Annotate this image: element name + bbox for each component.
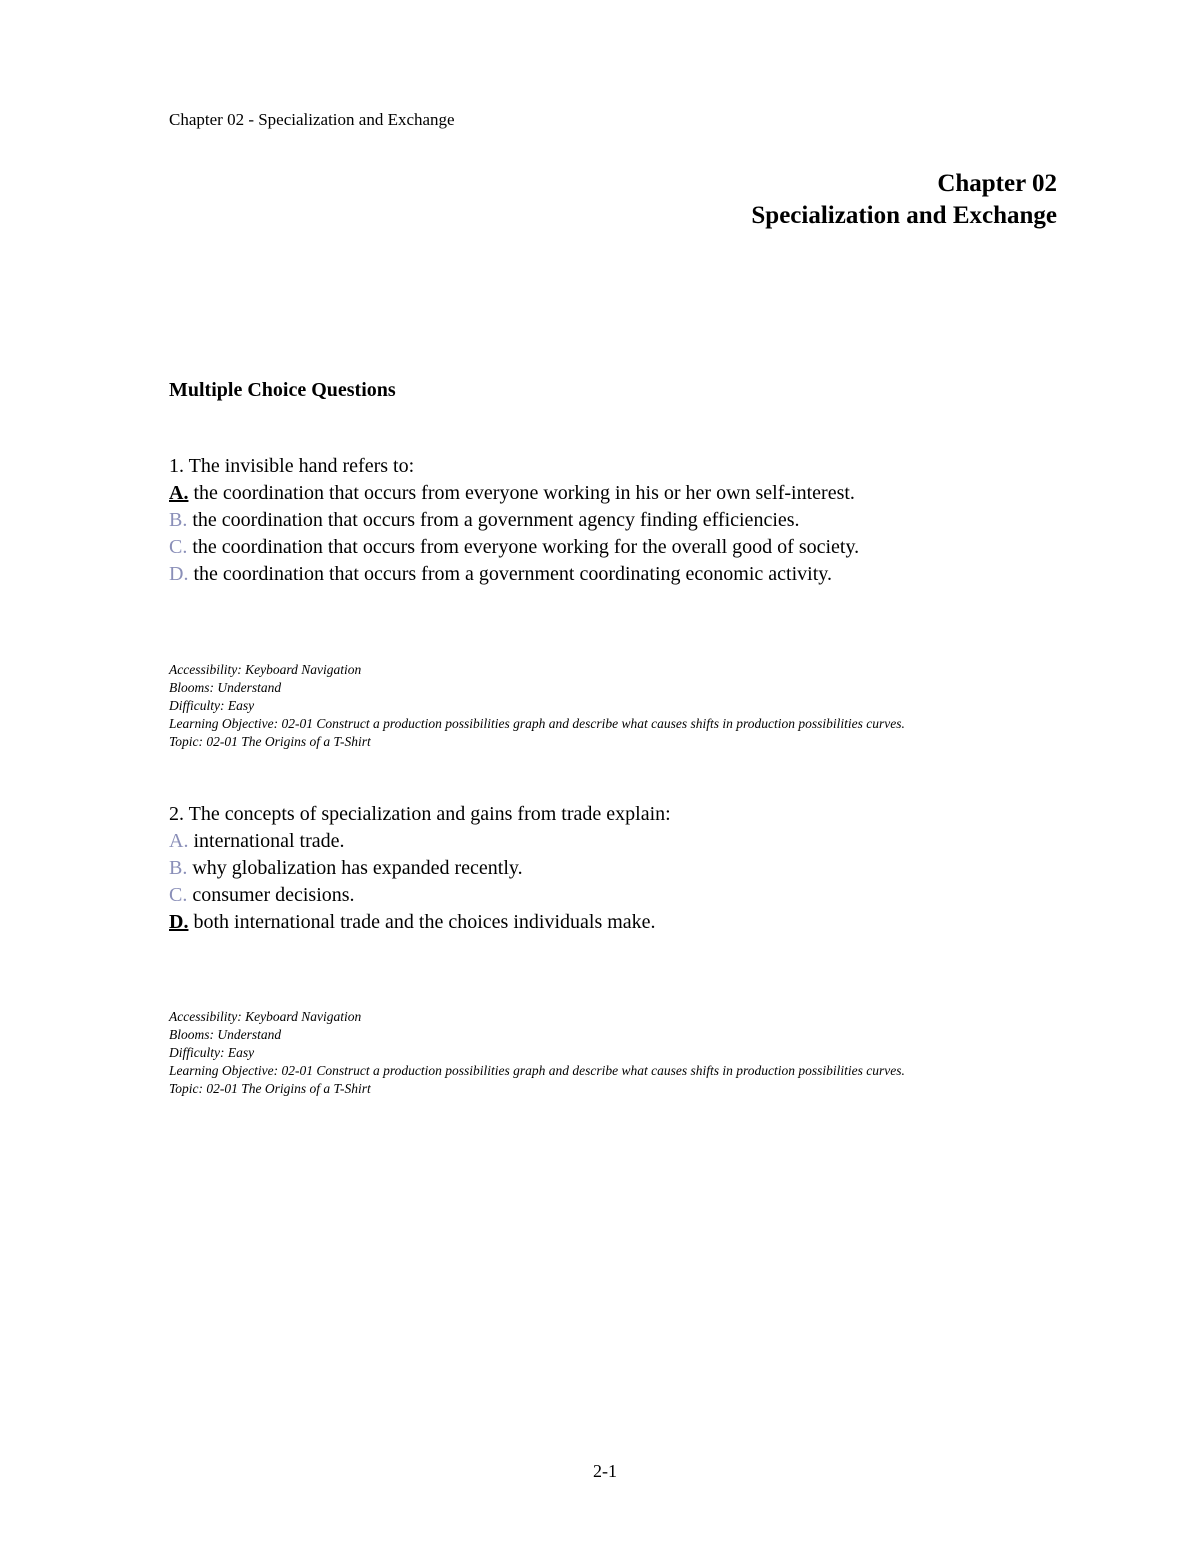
meta-accessibility: Accessibility: Keyboard Navigation — [169, 662, 362, 677]
choice-text: consumer decisions. — [187, 884, 355, 906]
question-1 — [169, 453, 859, 588]
choice-letter-correct: A. — [169, 482, 189, 504]
choice-b — [169, 507, 859, 534]
choice-d — [169, 909, 671, 936]
meta-difficulty: Difficulty: Easy — [169, 1045, 255, 1060]
choice-letter-correct: D. — [169, 911, 189, 933]
chapter-number: Chapter 02 — [937, 170, 1057, 197]
running-header: Chapter 02 - Specialization and Exchange — [169, 110, 455, 129]
question-stem: 1. The invisible hand refers to: — [169, 455, 415, 477]
choice-text: both international trade and the choices individuals make. — [188, 911, 656, 933]
meta-accessibility: Accessibility: Keyboard Navigation — [169, 1009, 362, 1024]
meta-learning-objective: Learning Objective: 02-01 Construct a production possibilities graph and describe what causes shifts in production possibilities curves. — [169, 716, 905, 731]
question-2-metadata — [169, 1008, 905, 1098]
meta-blooms: Blooms: Understand — [169, 1027, 282, 1042]
choice-letter: C. — [169, 884, 188, 906]
choice-d — [169, 561, 859, 588]
choice-text: the coordination that occurs from a government coordinating economic activity. — [188, 563, 832, 585]
choice-letter: B. — [169, 509, 188, 531]
choice-c — [169, 534, 859, 561]
question-2 — [169, 801, 671, 936]
meta-blooms: Blooms: Understand — [169, 680, 282, 695]
meta-topic: Topic: 02-01 The Origins of a T-Shirt — [169, 734, 371, 749]
choice-letter: A. — [169, 830, 189, 852]
choice-text: international trade. — [188, 830, 345, 852]
choice-c — [169, 882, 671, 909]
choice-text: why globalization has expanded recently. — [187, 857, 523, 879]
choice-a — [169, 828, 671, 855]
page-number: 2-1 — [593, 1461, 617, 1481]
meta-topic: Topic: 02-01 The Origins of a T-Shirt — [169, 1081, 371, 1096]
section-heading: Multiple Choice Questions — [169, 379, 396, 401]
choice-b — [169, 855, 671, 882]
meta-difficulty: Difficulty: Easy — [169, 698, 255, 713]
chapter-name: Specialization and Exchange — [751, 202, 1057, 229]
choice-text: the coordination that occurs from a government agency finding efficiencies. — [187, 509, 800, 531]
meta-learning-objective: Learning Objective: 02-01 Construct a production possibilities graph and describe what causes shifts in production possibilities curves. — [169, 1063, 905, 1078]
question-1-metadata — [169, 661, 905, 751]
chapter-title — [751, 168, 1057, 232]
choice-text: the coordination that occurs from everyone working for the overall good of society. — [187, 536, 860, 558]
choice-a — [169, 480, 859, 507]
choice-letter: B. — [169, 857, 188, 879]
choice-letter: C. — [169, 536, 188, 558]
question-stem: 2. The concepts of specialization and gains from trade explain: — [169, 803, 671, 825]
choice-text: the coordination that occurs from everyone working in his or her own self-interest. — [188, 482, 855, 504]
choice-letter: D. — [169, 563, 189, 585]
